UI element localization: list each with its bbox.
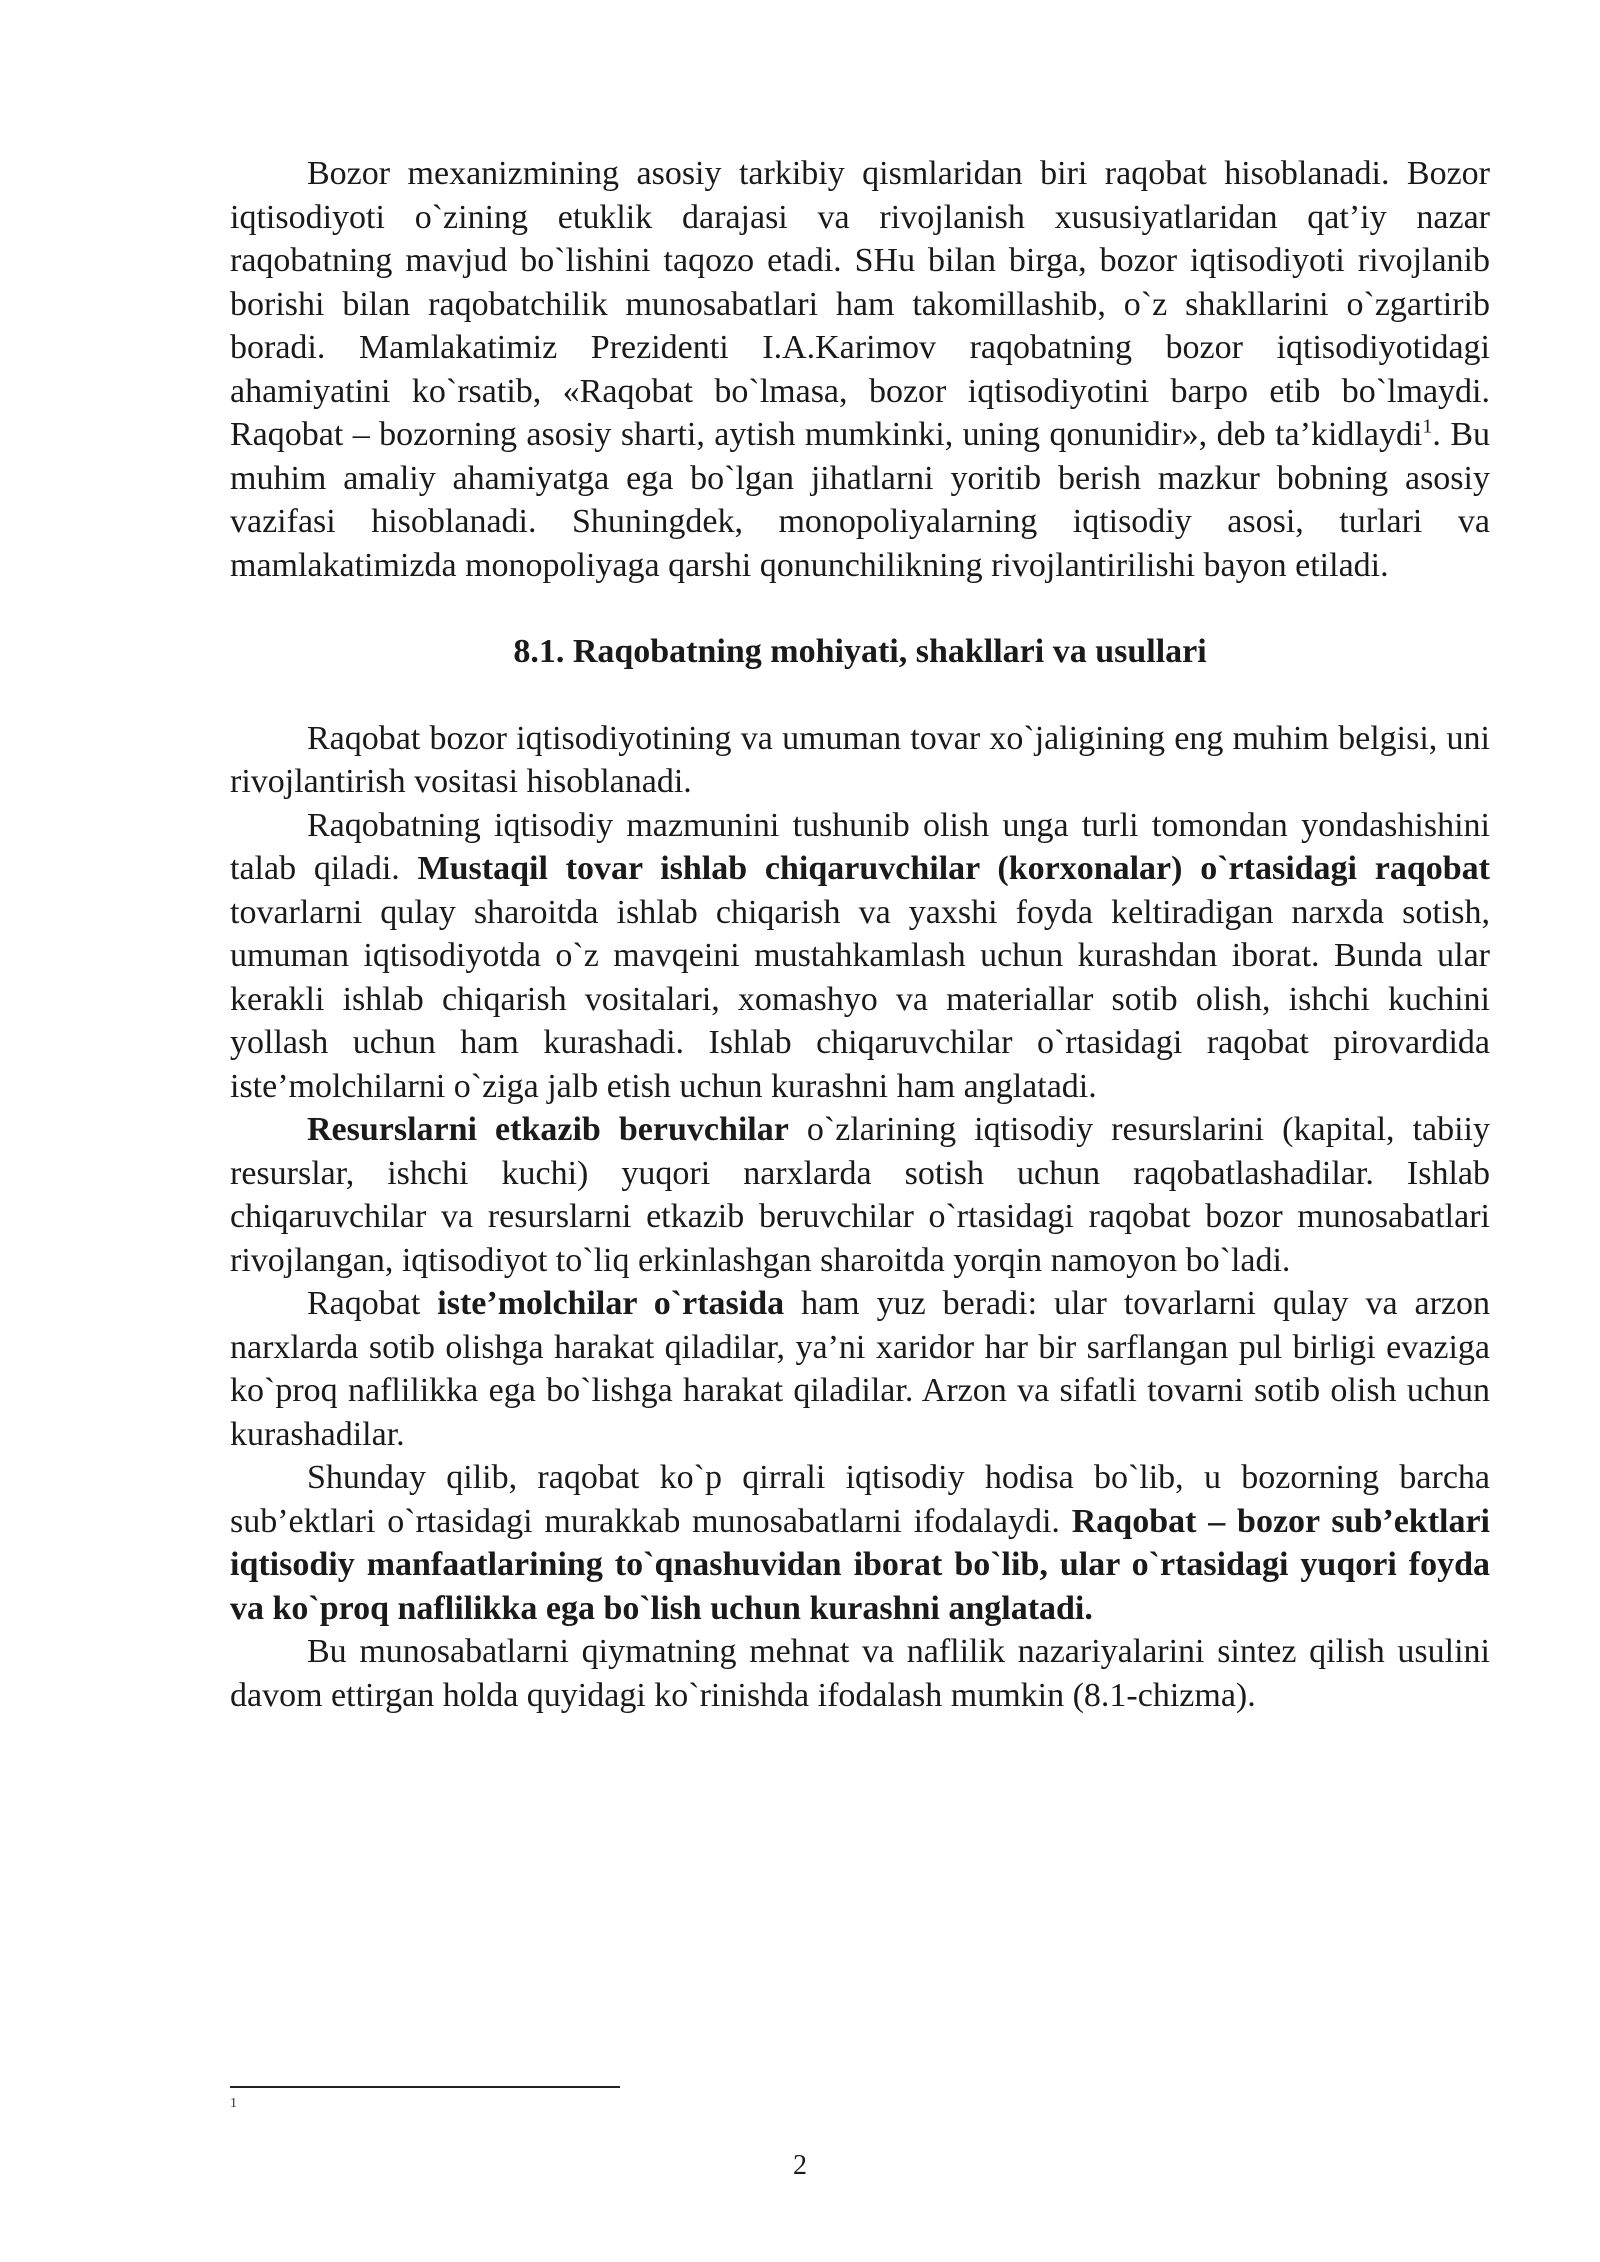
- intro-text-after-ref: . Bu muhim amaliy ahamiyatga ega bo`lgan jihatlarni yoritib berish mazkur bobning asosiy vazifasi hisoblanadi. Shuningdek, monopoliyalarning iqtisodiy asosi, turlari va mamlakatimizda monopoliyaga qarshi qonunchilikning rivojlantirilishi bayon etiladi.: [230, 416, 1490, 584]
- paragraph-5-text: Shunday qilib, raqobat ko`p qirrali iqtisodiy hodisa bo`lib, u bozorning barcha sub’ektlari o`rtasidagi murakkab munosabatlarni ifodalaydi.: [230, 1459, 1490, 1540]
- paragraph-4: [230, 1282, 1490, 1456]
- paragraph-6-text: Bu munosabatlarni qiymatning mehnat va naflilik nazariyalarini sintez qilish usulini davom ettirgan holda quyidagi ko`rinishda ifodalash mumkin (8.1-chizma).: [230, 1633, 1490, 1714]
- paragraph-4-text-2: ham yuz beradi: ular tovarlarni qulay va arzon narxlarda sotib olishga harakat qiladilar, ya’ni xaridor har bir sarflangan pul birligi evaziga ko`proq naflilikka ega bo`lishga harakat qiladilar. Arzon va sifatli tovarni sotib olish uchun kurashadilar.: [230, 1285, 1491, 1453]
- spacer: [230, 587, 1490, 608]
- paragraph-5: [230, 1456, 1490, 1630]
- section-heading: 8.1. Raqobatning mohiyati, shakllari va usullari: [513, 633, 1207, 670]
- footnote-reference[interactable]: 1: [1422, 415, 1433, 438]
- paragraph-3: [230, 1108, 1490, 1282]
- paragraph-4-bold: iste’molchilar o`rtasida: [437, 1285, 785, 1322]
- paragraph-1: [230, 717, 1490, 804]
- paragraph-2: [230, 804, 1490, 1109]
- footnote-separator: [230, 2086, 620, 2088]
- paragraph-5-bold: Raqobat – bozor sub’ektlari iqtisodiy manfaatlarining to`qnashuvidan iborat bo`lib, ular o`rtasidagi yuqori foyda va ko`proq naflilikka ega bo`lish uchun kurashni anglatadi.: [230, 1502, 1490, 1627]
- paragraph-4-text-1: Raqobat: [307, 1285, 438, 1322]
- page-number: 2: [793, 2150, 807, 2181]
- paragraph-1-text: Raqobat bozor iqtisodiyotining va umuman tovar xo`jaligining eng muhim belgisi, uni rivojlantirish vositasi hisoblanadi.: [230, 719, 1490, 800]
- paragraph-6: [230, 1630, 1490, 1717]
- paragraph-2-bold: Mustaqil tovar ishlab chiqaruvchilar (korxonalar) o`rtasidagi raqobat: [417, 850, 1490, 887]
- paragraph-2-text-1: Raqobatning iqtisodiy mazmunini tushunib olish unga turli tomondan yondashishini talab qiladi.: [230, 806, 1490, 887]
- paragraph-3-bold: Resurslarni etkazib beruvchilar: [307, 1111, 789, 1148]
- footnote-mark: 1: [230, 2096, 237, 2111]
- intro-paragraph: [230, 152, 1490, 587]
- spacer: [230, 696, 1490, 717]
- paragraph-2-text-2: tovarlarni qulay sharoitda ishlab chiqarish va yaxshi foyda keltiradigan narxda sotish, umuman iqtisodiyotda o`z mavqeini mustahkamlash uchun kurashdan iborat. Bunda ular kerakli ishlab chiqarish vositalari, xomashyo va materiallar sotib olish, ishchi kuchini yollash uchun ham kurashadi. Ishlab chiqaruvchilar o`rtasidagi raqobat pirovardida iste’molchilarni o`ziga jalb etish uchun kurashni ham anglatadi.: [230, 893, 1490, 1105]
- intro-text-before-ref: Bozor mexanizmining asosiy tarkibiy qismlaridan biri raqobat hisoblanadi. Bozor iqtisodiyoti o`zining etuklik darajasi va rivojlanish xususiyatlaridan qat’iy nazar raqobatning mavjud bo`lishini taqozo etadi. SHu bilan birga, bozor iqtisodiyoti rivojlanib borishi bilan raqobatchilik munosabatlari ham takomillashib, o`z shakllarini o`zgartirib boradi. Mamlakatimiz Prezidenti I.A.Karimov raqobatning bozor iqtisodiyotidagi ahamiyatini ko`rsatib, «Raqobat bo`lmasa, bozor iqtisodiyotini barpo etib bo`lmaydi. Raqobat – bozorning asosiy sharti, aytish mumkinki, uning qonunidir», deb ta’kidlaydi: [230, 155, 1490, 453]
- paragraph-3-text: o`zlarining iqtisodiy resurslarini (kapital, tabiiy resurslar, ishchi kuchi) yuqori narxlarda sotish uchun raqobatlashadilar. Ishlab chiqaruvchilar va resurslarni etkazib beruvchilar o`rtasidagi raqobat bozor munosabatlari rivojlangan, iqtisodiyot to`liq erkinlashgan sharoitda yorqin namoyon bo`ladi.: [230, 1111, 1490, 1279]
- document-page: [230, 152, 1490, 1717]
